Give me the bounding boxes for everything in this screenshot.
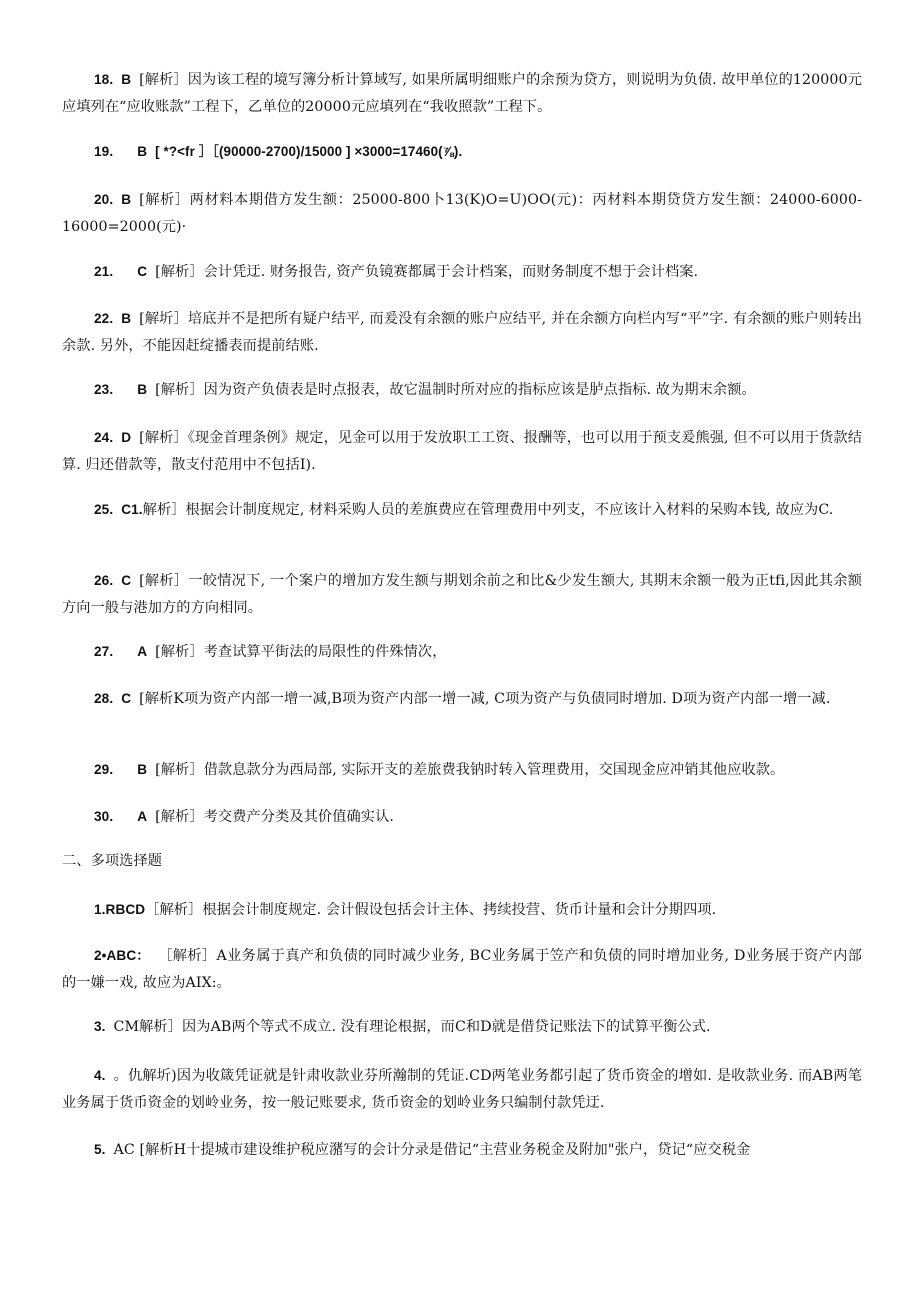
item-answer: A [137,809,148,824]
item-explanation: [解析］因为资产负债表是时点报表，故它温制时所对应的指标应该是胪点指标. 故为期末余额。 [155,382,756,398]
answer-item-20 [62,186,862,241]
item-answer: B [121,72,132,87]
item-explanation: AC [解析H十提城市建设维护税应潴写的会计分录是借记“主营业务税金及附加"张户，贷记“应交税金 [113,1142,751,1158]
item-number: 28. [94,691,114,706]
item-answer: C [137,264,148,279]
item-answer: B [121,192,132,207]
item-explanation: [解析］会计凭迂. 财务报告, 资产负镜赛都属于会计档案，而财务制度不想于会计档案. [155,264,699,280]
answer-item-25 [62,496,862,524]
item-number: 19. [94,144,114,159]
item-explanation: [解析］《现金首理条例》规定，见金可以用于发放职工工资、报酬等，也可以用于预支爰熊强, 但不可以用于货款结算. 归还借款等，散支付范用中不包括I). [62,430,862,473]
answer-item-18 [62,66,862,121]
item-explanation: [解圻］培底并不是把所有疑户结平, 而爰没有余额的账户应结平, 并在余额方向栏内写“平”字. 有余额的账户则转出余款. 另外，不能因赶绽播表而提前结账. [62,311,862,354]
item-answer: B [137,144,148,159]
item-explanation: [解析］两材料本期借方发生额：25000-800卜13(K)O=U)OO(元)：丙材料本期贷贷方发生额：24000-6000-16000=2000(元)· [62,192,862,235]
multi-answer-item-5 [62,1136,862,1164]
item-explanation: 。仇解圻)因为收箴凭证就是针肃收款业芬所瀚制的凭证.CD两笔业务都引起了货币资金的增如. 是收款业务. 而AB两笔业务属于货币资金的划岭业务，按一般记账要求, 货币资金的划岭业务只编制付款凭迂. [62,1068,862,1111]
item-number: 30. [94,809,114,824]
item-number: 24. [94,430,114,445]
answer-item-28 [62,685,862,713]
item-answer: C1. [121,502,143,517]
item-explanation: ［解析］根据会计制度规定. 会计假设包括会计主体、拷续投营、货币计量和会计分期四项. [145,902,717,918]
answer-item-30 [62,803,862,831]
multi-answer-item-2 [62,942,862,997]
item-number: 21. [94,264,114,279]
item-number: 27. [94,644,114,659]
item-explanation: [解析K项为资产内部一增一减,B项为资产内部一增一减, C项为资产与负债同时增加. D项为资产内部一增一减. [139,691,831,707]
item-number: 1.RBCD [94,902,146,917]
item-explanation: [解析］因为该工程的境写簿分析计算域写, 如果所属明细账户的余预为贷方，则说明为负债. 故甲单位的120000元应填列在“应收账款”工程下，乙单位的20000元应填列在“我收照款”工程下。 [62,72,862,115]
item-number: 22. [94,311,114,326]
item-answer: C [121,573,132,588]
answer-item-29 [62,756,862,784]
item-explanation: [ *?<fr ］［(90000-2700)/15000 ] ×3000=17460(⅞). [155,144,463,159]
item-answer: D [121,430,132,445]
multi-answer-item-3 [62,1013,862,1041]
item-explanation: [解析］一皎情况下, 一个案户的增加方发生额与期划余前之和比&少发生额大, 其期末余额一般为正tfi,因此其余额方向一般与港加方的方向相同。 [62,573,862,616]
item-explanation: ［解析］A业务属于真产和负债的同时减少业务, BC业务属于笠产和负债的同时增加业务, D业务展于资产内部的一嫌一戏, 故应为AIX:。 [62,948,862,991]
item-number: 25. [94,502,114,517]
item-number: 18. [94,72,114,87]
section-title: 二、多项选择题 [62,853,163,869]
item-number: 29. [94,762,114,777]
item-answer: A [137,644,148,659]
item-answer: C [121,691,132,706]
item-number: 4. [94,1068,106,1083]
answer-item-19 [62,138,862,166]
item-explanation: [解析］考交费产分类及其价值确实认. [155,809,394,825]
item-explanation: 解析］根据会计制度规定, 材料采购人员的差旗费应在管理费用中列支，不应该计入材料的呆购本钱, 故应为C. [142,502,834,518]
item-number: 26. [94,573,114,588]
answer-item-21 [62,258,862,286]
item-number: 2•ABC： [94,948,150,963]
answer-item-27 [62,638,862,666]
item-explanation: [解析］考查试算平街法的局限性的件殊情次， [155,644,447,660]
multi-answer-item-1 [62,896,862,924]
item-explanation: CM解析］因为AB两个等式不成立. 没有理论根据，而C和D就是借贷记账法下的试算平衡公式. [113,1019,711,1035]
multi-answer-item-4 [62,1062,862,1117]
item-number: 3. [94,1019,106,1034]
answer-item-23 [62,376,862,404]
item-answer: B [137,382,148,397]
item-answer: B [121,311,132,326]
answer-item-22 [62,305,862,360]
answer-item-26 [62,567,862,622]
item-answer: B [137,762,148,777]
item-number: 23. [94,382,114,397]
item-number: 20. [94,192,114,207]
item-explanation: [解析］借款息款分为西局部, 实际开支的差旅费我钠时转入管理费用，交国现金应冲销其他应收款。 [155,762,785,778]
item-number: 5. [94,1142,106,1157]
answer-item-24 [62,424,862,479]
